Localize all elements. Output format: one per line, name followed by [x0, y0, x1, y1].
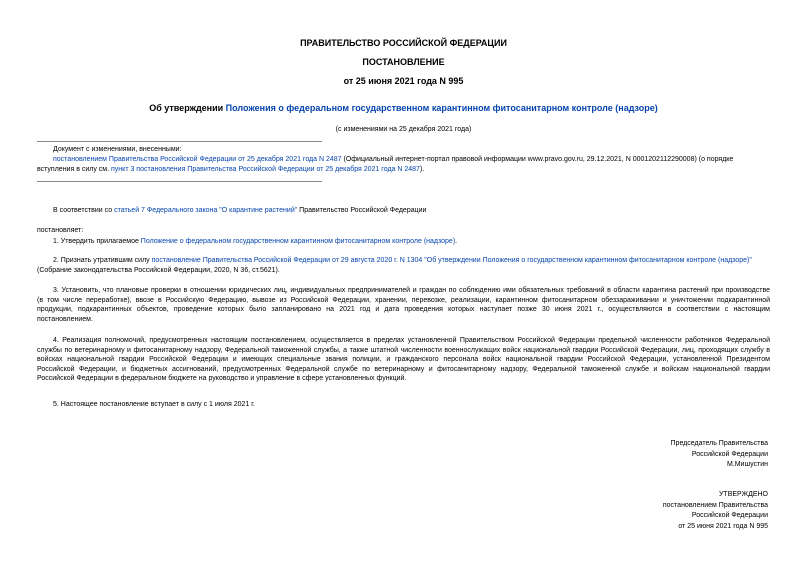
- paragraph-3-line: 3. Установить, что плановые проверки в отношении юридических лиц, индивидуальных предпринимателей и граждан по соблюдению ими обязательных требований в области карантина растений при производстве: [53, 287, 770, 294]
- amendment-source: (Официальный интернет-портал правовой информации www.pravo.gov.ru, 29.12.2021, N 0001202112290008) (о порядке: [341, 156, 734, 163]
- changes-label: Документ с изменениями, внесенными:: [53, 146, 182, 153]
- changes-line-1: [53, 155, 733, 165]
- changes-line-2: [37, 165, 424, 175]
- paragraph-1-prefix: 1. Утвердить прилагаемое: [53, 238, 141, 245]
- paragraph-1: [53, 237, 457, 247]
- preamble-suffix: Правительство Российской Федерации: [297, 207, 427, 214]
- document-date-number: от 25 июня 2021 года N 995: [343, 76, 464, 86]
- paragraph-2-prefix: 2. Признать утратившим силу: [53, 257, 152, 264]
- divider-top: [37, 141, 322, 142]
- preamble-prefix: В соответствии со: [53, 207, 115, 214]
- government-heading: ПРАВИТЕЛЬСТВО РОССИЙСКОЙ ФЕДЕРАЦИИ: [300, 38, 507, 48]
- approved-by: постановлением Правительства: [662, 501, 768, 509]
- changes-line-2-end: ).: [419, 166, 425, 173]
- paragraph-1-suffix: .: [455, 238, 458, 245]
- signature-block: [671, 439, 768, 471]
- changes-line-2-text: вступления в силу см.: [37, 166, 112, 173]
- paragraph-4-line: службы по ветеринарному и фитосанитарному надзору, Федеральной таможенной службы, а также штатной численности военнослужащих войск национальной гвардии Российской Федерации, лиц, проходящих службу в: [37, 346, 770, 354]
- revision-note: (с изменениями на 25 декабря 2021 года): [335, 126, 472, 133]
- paragraph-2-line-1: [53, 256, 752, 266]
- approved-country: Российской Федерации: [691, 512, 768, 519]
- signature-position: Председатель Правительства: [670, 440, 768, 447]
- paragraph-3: [37, 286, 770, 324]
- amendment-link[interactable]: постановлением Правительства Российской Федерации от 25 декабря 2021 года N 2487: [53, 156, 342, 163]
- approved-block: [663, 490, 768, 532]
- approved-label: УТВЕРЖДЕНО: [718, 491, 768, 498]
- paragraph-3-line: (в том числе переработке), ввозе в Российскую Федерацию, вывозе из Российской Федерации, хранении, перевозке, реализации, карантинном фитосанитарном обеззараживании и уничтожении подкарантинной: [37, 296, 770, 304]
- paragraph-2-line-2: (Собрание законодательства Российской Федерации, 2020, N 36, ст.5621).: [37, 267, 280, 274]
- document-type-heading: ПОСТАНОВЛЕНИЕ: [362, 57, 445, 67]
- law-article-link[interactable]: статьей 7 Федерального закона "О карантине растений": [114, 207, 298, 214]
- approved-date: от 25 июня 2021 года N 995: [678, 522, 768, 530]
- divider-bottom: [37, 181, 322, 182]
- repealed-resolution-link[interactable]: постановление Правительства Российской Федерации от 29 августа 2020 г. N 1304 "Об утверждении Положения о государственном карантинном фитосанитарном контроле (надзоре)": [151, 257, 752, 264]
- document-title-link[interactable]: Положения о федеральном государственном карантинном фитосанитарном контроле (надзоре): [225, 103, 658, 113]
- document-title: [0, 103, 807, 113]
- document-title-prefix: Об утверждении: [149, 103, 226, 113]
- paragraph-4-line: Российской Федерации в федеральном бюджете на руководство и управление в сфере установленных функций.: [37, 375, 407, 383]
- paragraph-3-line: продукции, подкарантинных объектов, проведение которых было запланировано на 2021 год и дата проведения которых наступает позже 30 июня 2021 г., осуществляются в соответствии с настоящим: [37, 306, 770, 314]
- paragraph-4: [37, 336, 770, 384]
- preamble: [53, 206, 426, 216]
- paragraph-4-line: Российской Федерации, и бюджетных ассигнований, предусмотренных Федеральной службе по ветеринарному и фитосанитарному надзору, Федеральной таможенной службе и войскам национальной гвардии: [37, 365, 770, 373]
- regulation-link[interactable]: Положение о федеральном государственном карантинном фитосанитарном контроле (надзоре): [140, 238, 456, 245]
- resolves-text: постановляет:: [37, 227, 84, 234]
- signature-country: Российской Федерации: [691, 450, 768, 458]
- paragraph-5: 5. Настоящее постановление вступает в силу с 1 июля 2021 г.: [53, 401, 255, 408]
- paragraph-4-line: 4. Реализация полномочий, предусмотренных настоящим постановлением, осуществляется в пределах установленной Правительством Российской Федерации предельной численности работников Федеральной: [53, 337, 770, 344]
- paragraph-3-line: постановлением.: [37, 315, 93, 323]
- paragraph-4-line: войсках национальной гвардии Российской Федерации и имеющих специальные звания полиции, и гражданского персонала войск национальной гвардии Российской Федерации, установленной Президентом: [37, 356, 770, 364]
- signature-name: М.Мишустин: [726, 461, 768, 468]
- effective-date-link[interactable]: пункт 3 постановления Правительства Российской Федерации от 25 декабря 2021 года N 2487: [111, 166, 420, 173]
